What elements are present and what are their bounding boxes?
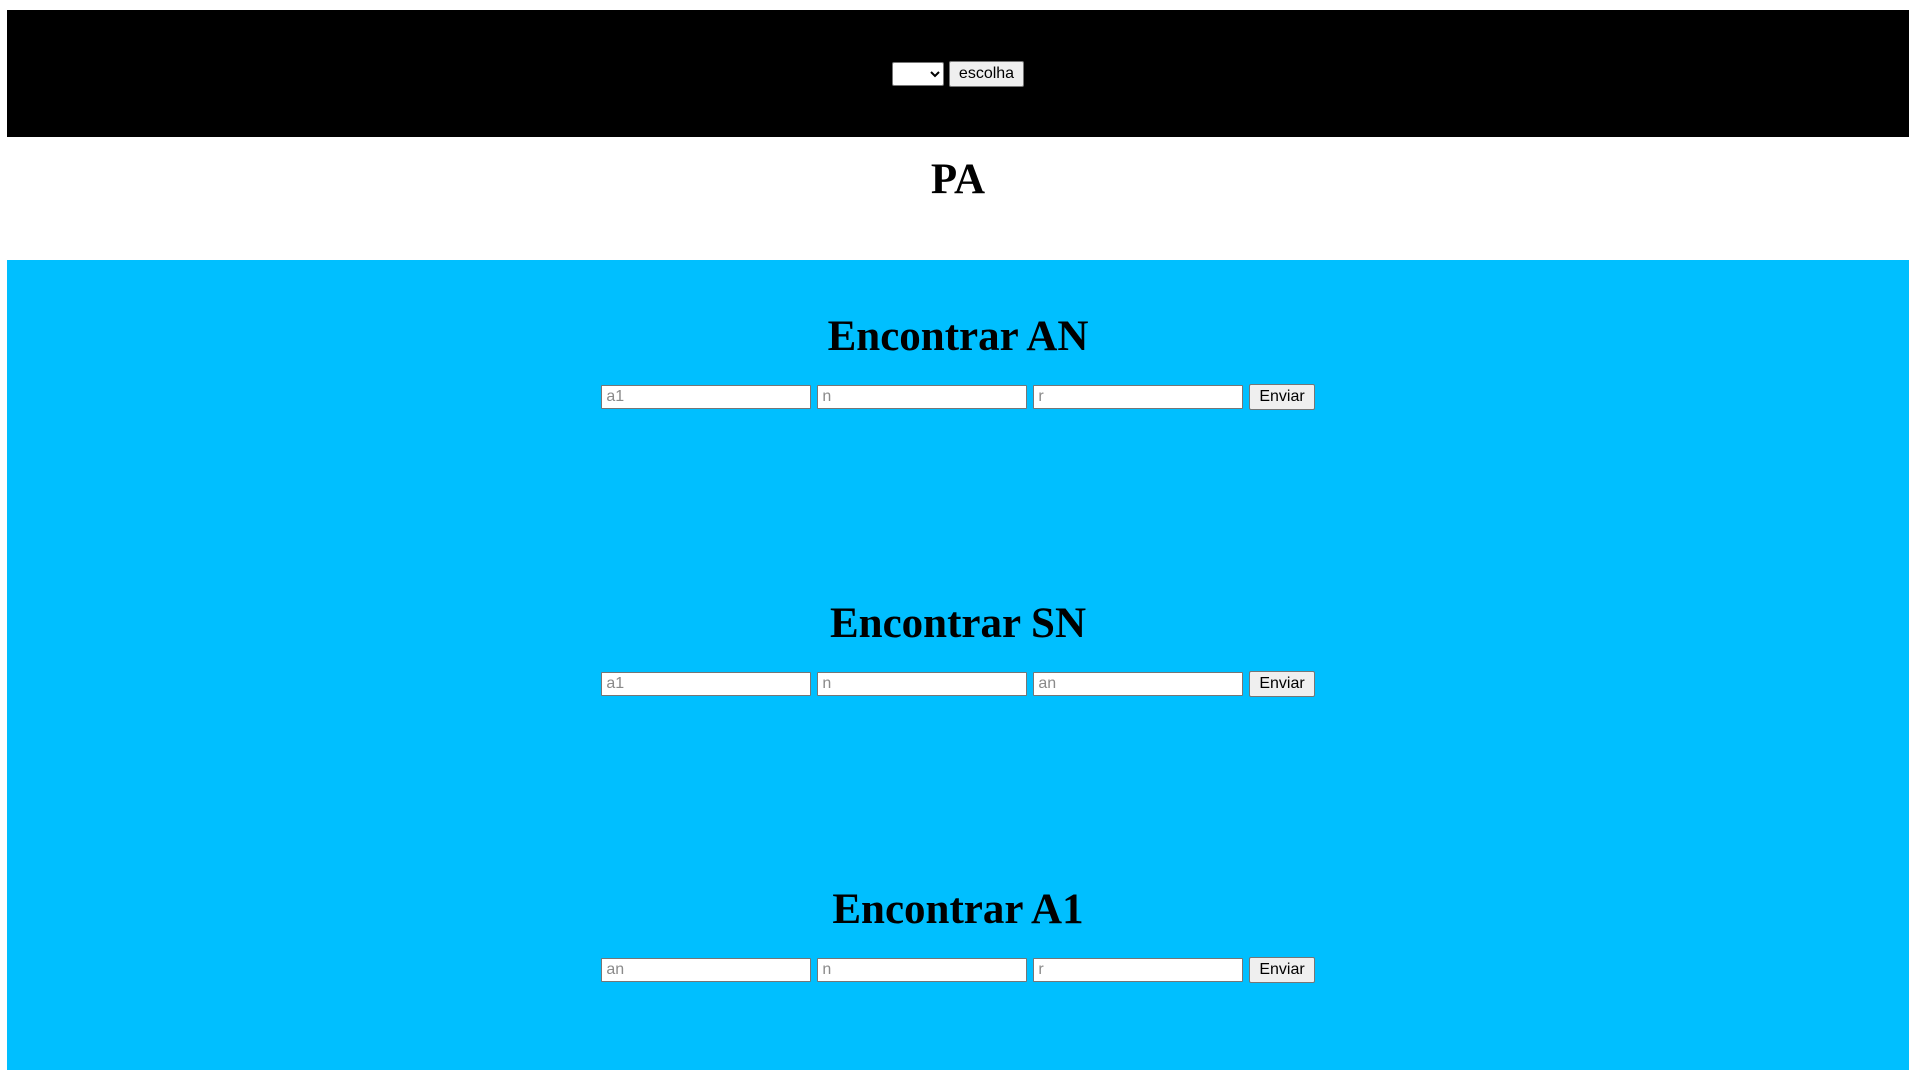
section-find-a1 xyxy=(7,888,1909,983)
n-input[interactable] xyxy=(817,958,1027,982)
section-title: Encontrar SN xyxy=(829,600,1087,647)
submit-button[interactable]: Enviar xyxy=(1249,671,1314,697)
r-input[interactable] xyxy=(1033,958,1243,982)
section-title: Encontrar A1 xyxy=(832,886,1084,933)
n-input[interactable] xyxy=(817,672,1027,696)
a1-input[interactable] xyxy=(601,385,811,409)
form-find-sn xyxy=(7,671,1909,697)
mode-select[interactable] xyxy=(892,62,944,86)
top-bar xyxy=(7,10,1909,137)
choose-button[interactable]: escolha xyxy=(949,61,1024,87)
section-find-an xyxy=(7,315,1909,410)
n-input[interactable] xyxy=(817,385,1027,409)
r-input[interactable] xyxy=(1033,385,1243,409)
main-panel xyxy=(7,260,1909,1070)
page-title: PA xyxy=(930,156,986,203)
an-input[interactable] xyxy=(1033,672,1243,696)
section-find-sn xyxy=(7,602,1909,697)
form-find-an xyxy=(7,384,1909,410)
a1-input[interactable] xyxy=(601,672,811,696)
form-find-a1 xyxy=(7,957,1909,983)
submit-button[interactable]: Enviar xyxy=(1249,957,1314,983)
section-title: Encontrar AN xyxy=(827,313,1089,360)
an-input[interactable] xyxy=(601,958,811,982)
submit-button[interactable]: Enviar xyxy=(1249,384,1314,410)
